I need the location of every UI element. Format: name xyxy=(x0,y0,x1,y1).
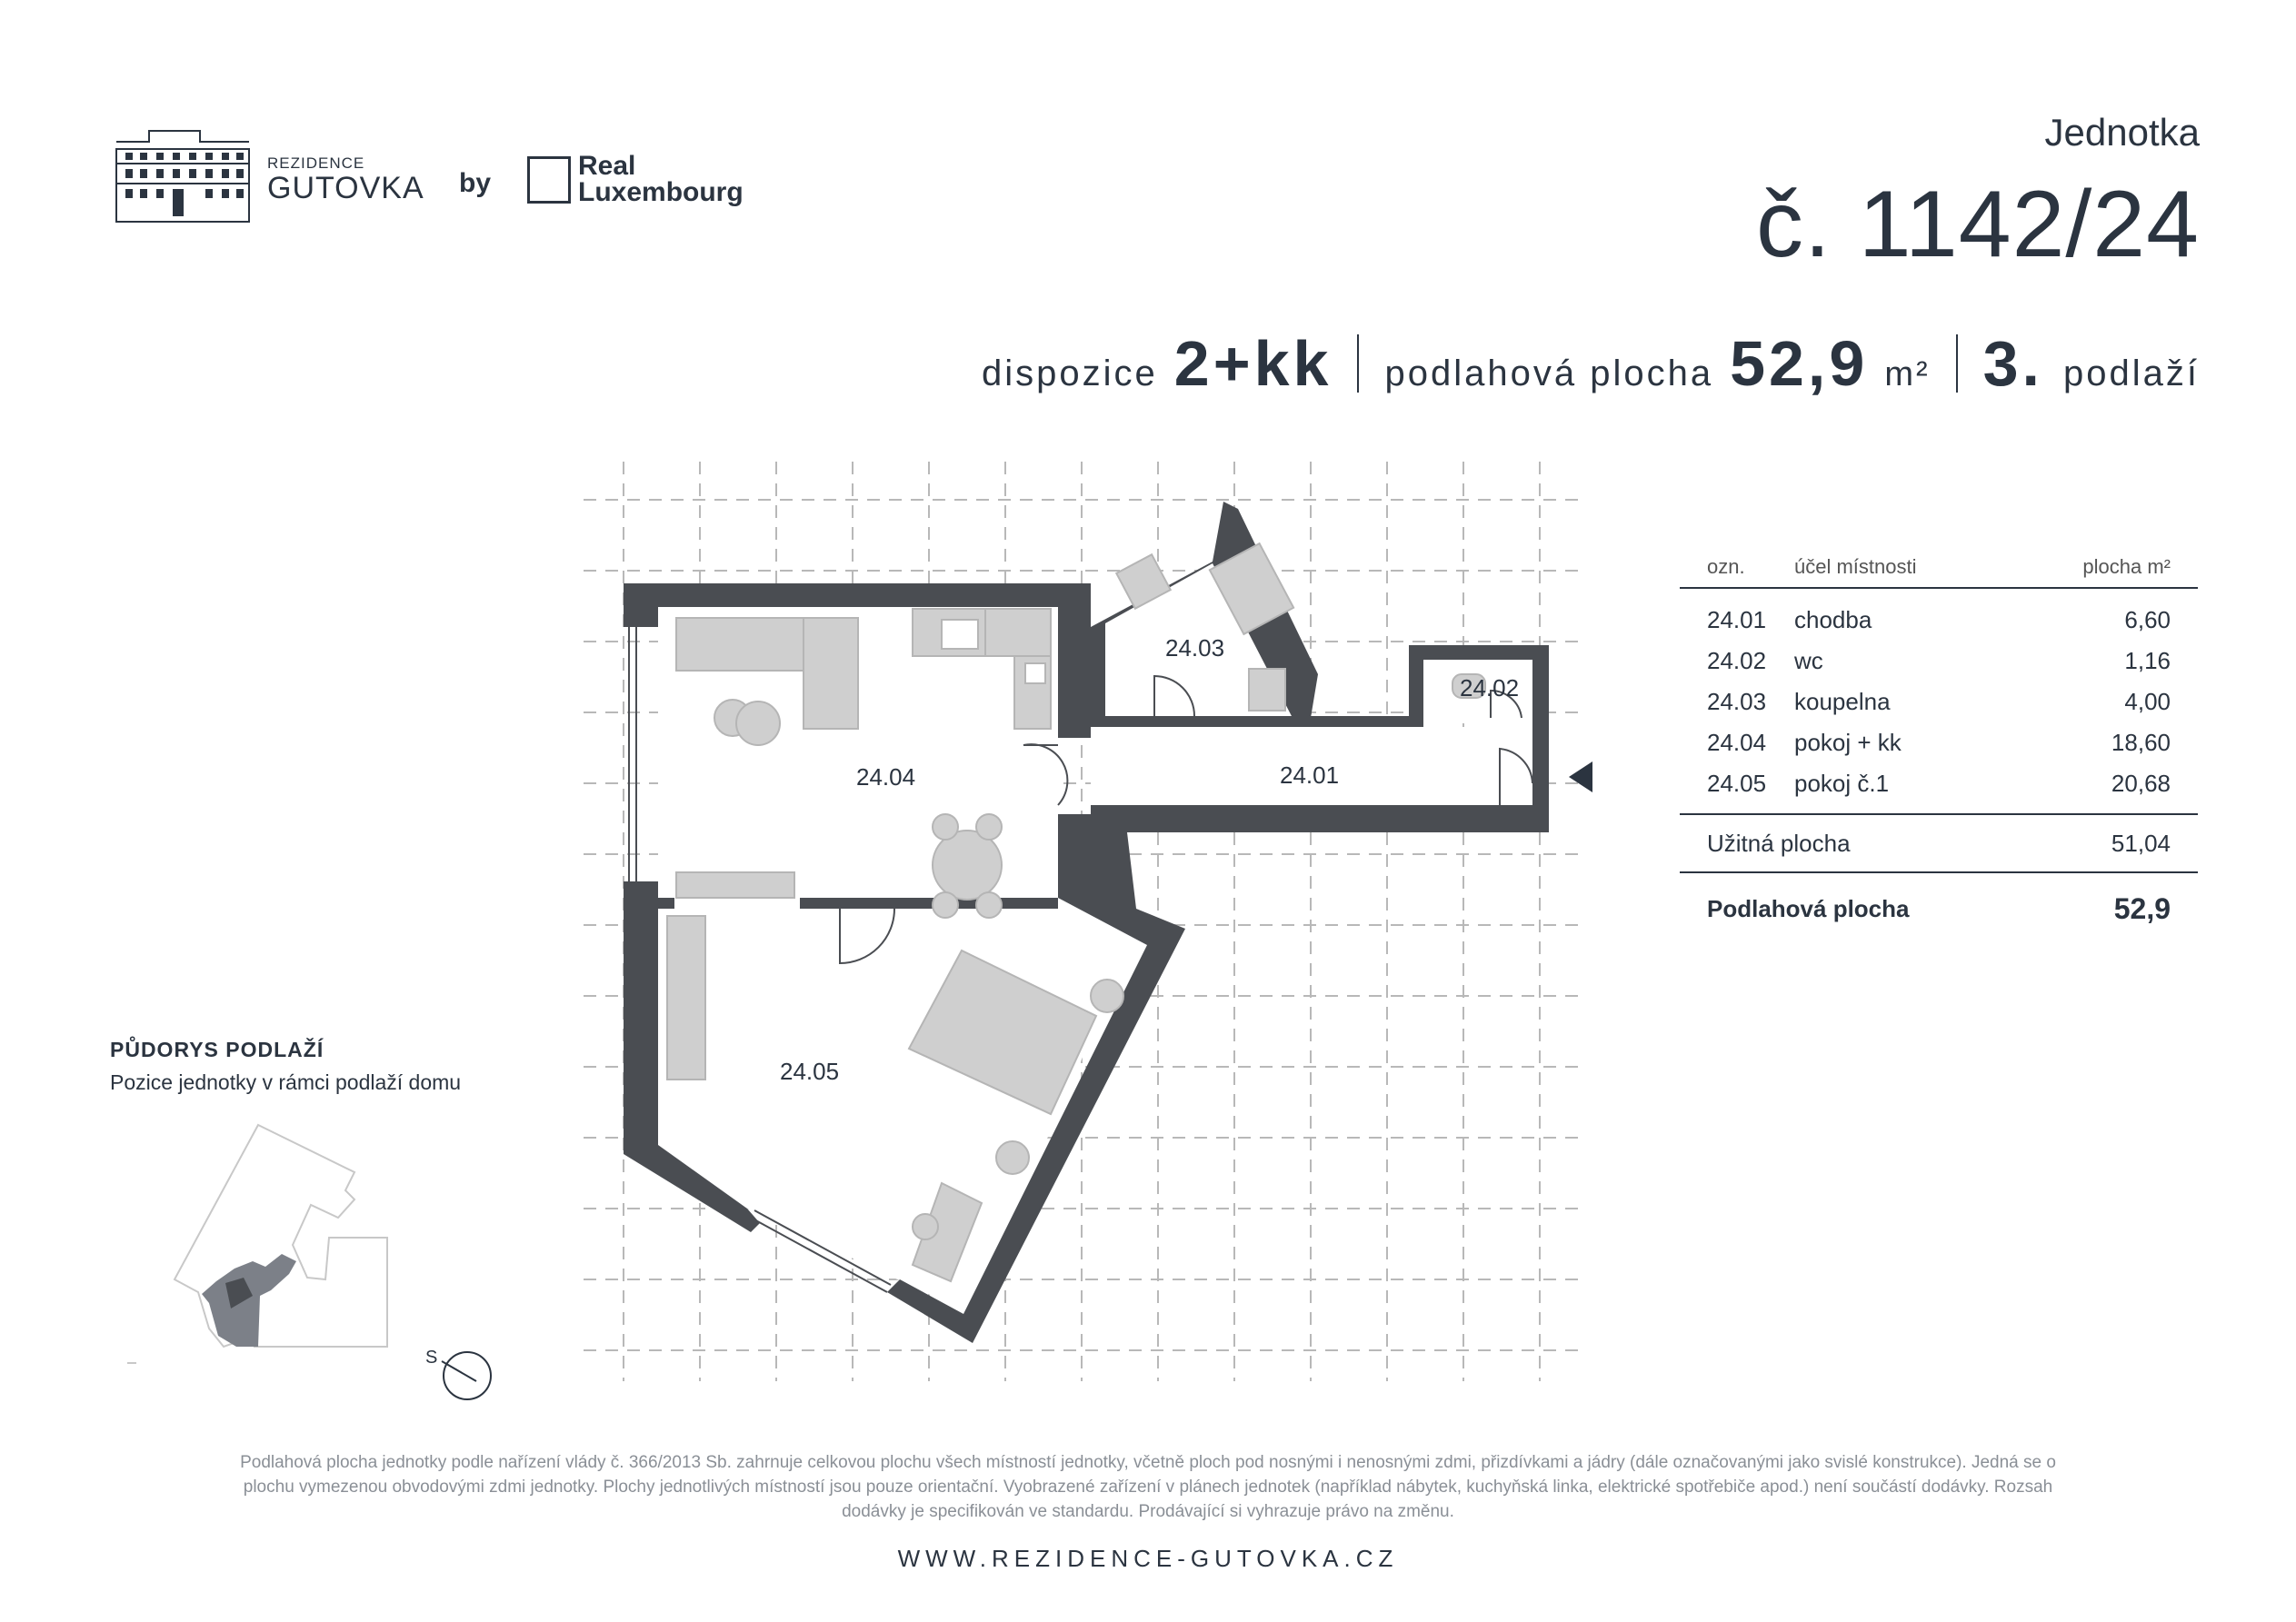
row-code: 24.05 xyxy=(1707,770,1767,797)
disclaimer-line: dodávky je specifikován ve standardu. Prodávající si vyhrazuje právo na změnu. xyxy=(842,1502,1454,1521)
floor-label: podlaží xyxy=(2063,353,2200,393)
table-row xyxy=(1680,641,2198,682)
usable-area-label: Užitná plocha xyxy=(1707,829,1851,857)
table-row xyxy=(1680,682,2198,722)
header-purpose: účel místnosti xyxy=(1794,555,1917,578)
area-unit: m² xyxy=(1884,355,1931,393)
usable-area-value: 51,04 xyxy=(2111,829,2171,857)
room-label-2402: 24.02 xyxy=(1460,674,1520,702)
floor-plan-title: PŮDORYS PODLAŽÍ xyxy=(110,1038,324,1061)
partner-name-line1: Real xyxy=(578,151,636,181)
compass-icon xyxy=(420,1345,493,1403)
website-link[interactable]: WWW.REZIDENCE-GUTOVKA.CZ xyxy=(897,1545,1399,1572)
disclaimer xyxy=(109,1450,2187,1524)
floor-area-label: Podlahová plocha xyxy=(1707,894,1910,922)
room-label-2403: 24.03 xyxy=(1165,634,1225,662)
row-purpose: wc xyxy=(1794,647,1823,674)
layout-value: 2+kk xyxy=(1173,328,1333,399)
table-row xyxy=(1680,763,2198,804)
area-label: podlahová plocha xyxy=(1384,353,1714,393)
row-area: 6,60 xyxy=(2124,606,2171,633)
unit-label: Jednotka xyxy=(2044,111,2200,154)
header-code: ozn. xyxy=(1707,555,1745,578)
row-area: 4,00 xyxy=(2124,688,2171,715)
room-table xyxy=(1680,547,2198,944)
floor-area-value: 52,9 xyxy=(2113,891,2171,925)
row-code: 24.03 xyxy=(1707,688,1767,715)
compass-label: S xyxy=(425,1348,438,1368)
unit-number: č. 1142/24 xyxy=(1755,172,2200,277)
floor-value: 3. xyxy=(1982,328,2044,399)
room-label-2405: 24.05 xyxy=(780,1058,840,1085)
row-area: 20,68 xyxy=(2111,770,2171,797)
row-purpose: pokoj + kk xyxy=(1794,729,1902,756)
row-purpose: chodba xyxy=(1794,606,1872,633)
usable-area-row xyxy=(1680,813,2198,871)
brand-small-text: REZIDENCE xyxy=(267,154,365,172)
floor-area-row xyxy=(1680,871,2198,944)
table-header xyxy=(1680,547,2198,589)
table-row xyxy=(1680,722,2198,763)
row-area: 18,60 xyxy=(2111,729,2171,756)
by-text: by xyxy=(459,168,492,198)
header-area: plocha m² xyxy=(2082,555,2171,578)
area-value: 52,9 xyxy=(1730,328,1869,399)
room-label-2404: 24.04 xyxy=(856,763,916,791)
row-purpose: koupelna xyxy=(1794,688,1891,715)
disclaimer-line: plochu vymezenou obvodovými zdmi jednotky. Plochy jednotlivých místností jsou pouze orientační. Vyobrazené zařízení v plánech jednotek (například nábytek, kuchyňská linka, elektrické spotřebiče apod.) není součástí dodávky. Rozsah xyxy=(243,1478,2053,1497)
entrance-arrow-icon xyxy=(1569,761,1592,792)
row-code: 24.02 xyxy=(1707,647,1767,674)
row-purpose: pokoj č.1 xyxy=(1794,770,1890,797)
partner-name-line2: Luxembourg xyxy=(578,177,744,207)
row-code: 24.04 xyxy=(1707,729,1767,756)
room-label-2401: 24.01 xyxy=(1280,761,1340,789)
table-row xyxy=(1680,600,2198,641)
row-area: 1,16 xyxy=(2124,647,2171,674)
layout-label: dispozice xyxy=(982,353,1158,393)
floor-plan-subtitle: Pozice jednotky v rámci podlaží domu xyxy=(110,1070,462,1094)
brand-name: GUTOVKA xyxy=(267,171,424,205)
disclaimer-line: Podlahová plocha jednotky podle nařízení vlády č. 366/2013 Sb. zahrnuje celkovou plochu všech místností jednotky, včetně ploch pod nosnými i nenosnými zdmi, přizdívkami a jádry (dále označovanými jako svislé konstrukce). Jedná se o xyxy=(240,1453,2056,1472)
row-code: 24.01 xyxy=(1707,606,1767,633)
